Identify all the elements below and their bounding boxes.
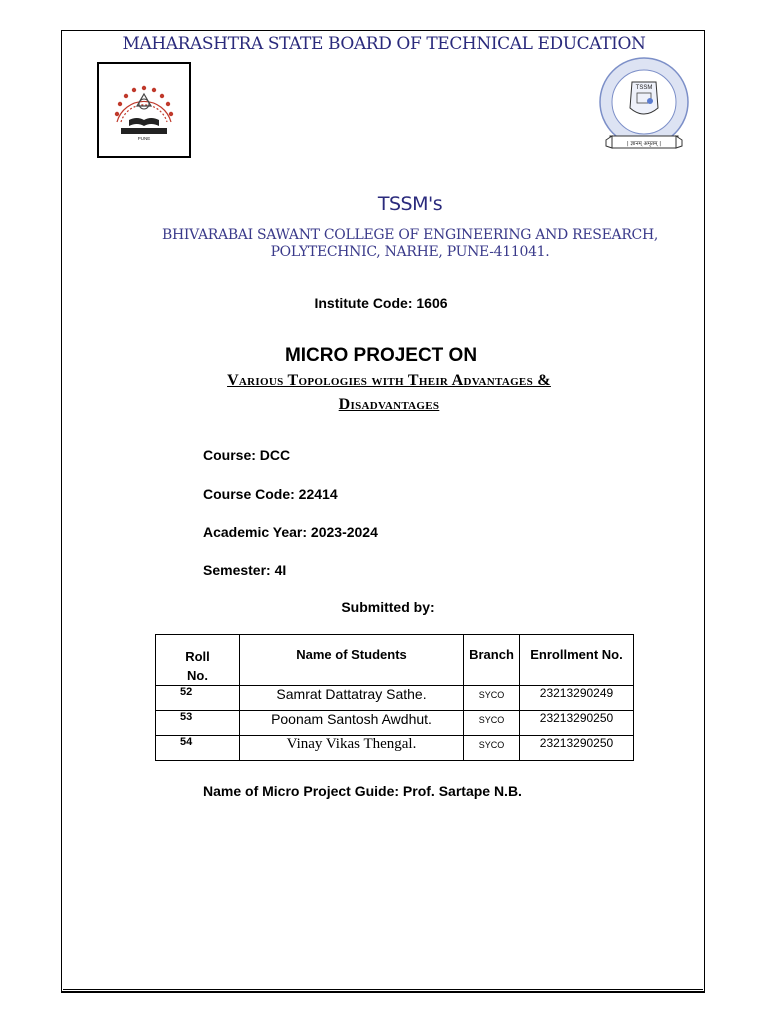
header-roll-line2: No. — [187, 668, 208, 683]
header-enrollment: Enrollment No. — [520, 635, 634, 686]
course-code: Course Code: 22414 — [203, 486, 338, 502]
institute-code: Institute Code: 1606 — [314, 295, 448, 311]
cell-branch: SYCO — [464, 686, 520, 711]
header-name: Name of Students — [240, 635, 464, 686]
svg-text:PUNE: PUNE — [137, 136, 151, 141]
college-name-line1: BHIVARABAI SAWANT COLLEGE OF ENGINEERING AND RESEARCH, — [161, 227, 659, 243]
table-row — [156, 686, 634, 711]
tssm-motto: | ज्ञानम् अमृतम् | — [626, 141, 662, 147]
tssm-logo — [596, 56, 696, 156]
cell-roll: 54 — [156, 736, 240, 761]
cell-branch: SYCO — [464, 711, 520, 736]
cell-roll: 53 — [156, 711, 240, 736]
page-border — [61, 30, 705, 993]
semester: Semester: 4I — [203, 562, 287, 578]
project-topic-line2: Disadvantages — [338, 396, 440, 413]
tssm-seal-icon — [596, 56, 696, 156]
tssm-seal-text: TSSM — [635, 85, 653, 91]
header-roll — [156, 635, 240, 686]
table-row — [156, 711, 634, 736]
msbte-emblem-icon — [99, 64, 189, 156]
cell-enrollment: 23213290250 — [520, 711, 634, 736]
msbte-logo — [97, 62, 191, 158]
cell-name: Poonam Santosh Awdhut. — [240, 711, 464, 736]
cell-name: Samrat Dattatray Sathe. — [240, 686, 464, 711]
header-roll-line1: Roll — [185, 649, 210, 664]
cell-roll: 52 — [156, 686, 240, 711]
project-guide: Name of Micro Project Guide: Prof. Sartape N.B. — [203, 783, 522, 799]
project-topic-line1: Various Topologies with Their Advantages & — [227, 372, 551, 389]
table-header-row — [156, 635, 634, 686]
cell-name: Vinay Vikas Thengal. — [240, 736, 464, 761]
submitted-by-label: Submitted by: — [341, 599, 435, 615]
cell-enrollment: 23213290250 — [520, 736, 634, 761]
cell-branch: SYCO — [464, 736, 520, 761]
students-table — [155, 634, 634, 761]
table-row — [156, 736, 634, 761]
board-title: MAHARASHTRA STATE BOARD OF TECHNICAL EDUCATION — [122, 34, 646, 54]
micro-project-heading: MICRO PROJECT ON — [284, 345, 478, 366]
college-name-line2: POLYTECHNIC, NARHE, PUNE-411041. — [270, 244, 550, 260]
academic-year: Academic Year: 2023-2024 — [203, 524, 378, 540]
course: Course: DCC — [203, 447, 291, 463]
trust-name: TSSM's — [377, 193, 443, 215]
cell-enrollment: 23213290249 — [520, 686, 634, 711]
header-branch: Branch — [464, 635, 520, 686]
